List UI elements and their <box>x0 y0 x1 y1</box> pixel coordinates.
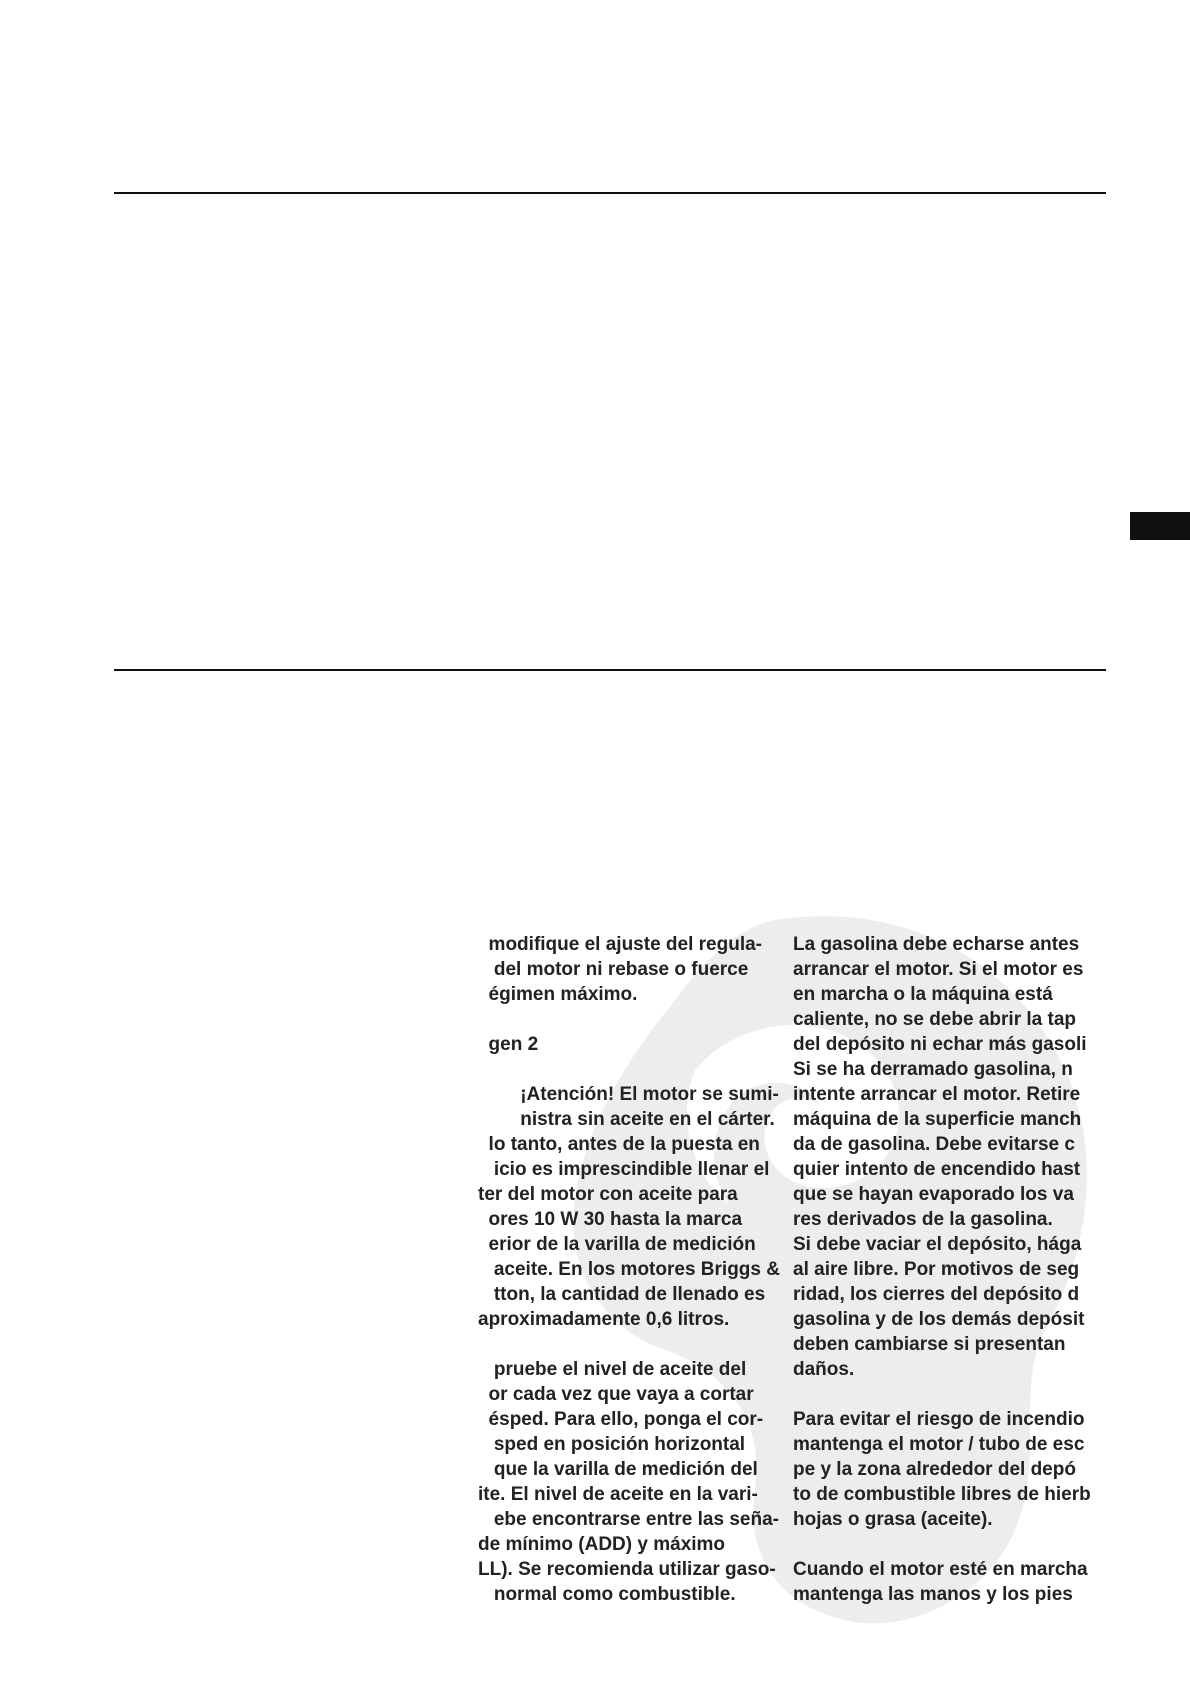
text-line <box>478 1332 778 1357</box>
text-line: normal como combustible. <box>478 1584 736 1605</box>
text-line: de mínimo (ADD) y máximo <box>478 1534 726 1555</box>
text-line: ite. El nivel de aceite en la vari- <box>478 1484 758 1505</box>
text-line: deben cambiarse si presentan <box>793 1334 1066 1355</box>
text-line: ebe encontrarse entre las seña- <box>478 1509 779 1530</box>
text-line: sped en posición horizontal <box>478 1434 746 1455</box>
text-line <box>478 1057 778 1082</box>
text-line: mantenga las manos y los pies <box>793 1584 1073 1605</box>
text-line: arrancar el motor. Si el motor es <box>793 959 1084 980</box>
text-line <box>793 1532 1093 1557</box>
text-line: modifique el ajuste del regula- <box>478 934 762 955</box>
text-line: gasolina y de los demás depósit <box>793 1309 1085 1330</box>
text-line: Si debe vaciar el depósito, hága <box>793 1234 1082 1255</box>
text-line: en marcha o la máquina está <box>793 984 1053 1005</box>
text-line: aceite. En los motores Briggs & <box>478 1259 780 1280</box>
text-line: caliente, no se debe abrir la tap <box>793 1009 1076 1030</box>
text-line: pruebe el nivel de aceite del <box>478 1359 747 1380</box>
text-line: nistra sin aceite en el cárter. <box>478 1109 775 1130</box>
text-line: égimen máximo. <box>478 984 638 1005</box>
text-line: del depósito ni echar más gasoli <box>793 1034 1087 1055</box>
text-line: ¡Atención! El motor se sumi- <box>478 1084 779 1105</box>
text-line: LL). Se recomienda utilizar gaso- <box>478 1559 776 1580</box>
text-line <box>793 1382 1093 1407</box>
text-line: daños. <box>793 1359 855 1380</box>
text-line: ridad, los cierres del depósito d <box>793 1284 1080 1305</box>
text-line: aproximadamente 0,6 litros. <box>478 1309 730 1330</box>
text-line: al aire libre. Por motivos de seg <box>793 1259 1080 1280</box>
text-line: tton, la cantidad de llenado es <box>478 1284 766 1305</box>
text-line: Si se ha derramado gasolina, n <box>793 1059 1073 1080</box>
text-line: lo tanto, antes de la puesta en <box>478 1134 760 1155</box>
text-line: mantenga el motor / tubo de esc <box>793 1434 1085 1455</box>
text-line: or cada vez que vaya a cortar <box>478 1384 754 1405</box>
text-line: Para evitar el riesgo de incendio <box>793 1409 1085 1430</box>
left-text-column <box>478 932 778 1607</box>
text-line: gen 2 <box>478 1034 539 1055</box>
text-line <box>478 1007 778 1032</box>
text-line: del motor ni rebase o fuerce <box>478 959 749 980</box>
section-tab-marker <box>1130 512 1190 540</box>
text-line: intente arrancar el motor. Retire <box>793 1084 1081 1105</box>
text-line: Cuando el motor esté en marcha <box>793 1559 1088 1580</box>
text-line: quier intento de encendido hast <box>793 1159 1081 1180</box>
text-line: pe y la zona alrededor del depó <box>793 1459 1076 1480</box>
top-horizontal-rule <box>114 192 1106 194</box>
text-line: icio es imprescindible llenar el <box>478 1159 770 1180</box>
text-line: que se hayan evaporado los va <box>793 1184 1074 1205</box>
text-line: que la varilla de medición del <box>478 1459 758 1480</box>
text-line: máquina de la superficie manch <box>793 1109 1082 1130</box>
text-line: to de combustible libres de hierb <box>793 1484 1091 1505</box>
text-line: da de gasolina. Debe evitarse c <box>793 1134 1075 1155</box>
text-line: ter del motor con aceite para <box>478 1184 738 1205</box>
text-line: La gasolina debe echarse antes <box>793 934 1080 955</box>
right-text-column <box>793 932 1093 1607</box>
text-line: ésped. Para ello, ponga el cor- <box>478 1409 764 1430</box>
text-line: hojas o grasa (aceite). <box>793 1509 993 1530</box>
middle-horizontal-rule <box>114 669 1106 671</box>
text-line: res derivados de la gasolina. <box>793 1209 1053 1230</box>
text-line: erior de la varilla de medición <box>478 1234 756 1255</box>
text-line: ores 10 W 30 hasta la marca <box>478 1209 743 1230</box>
